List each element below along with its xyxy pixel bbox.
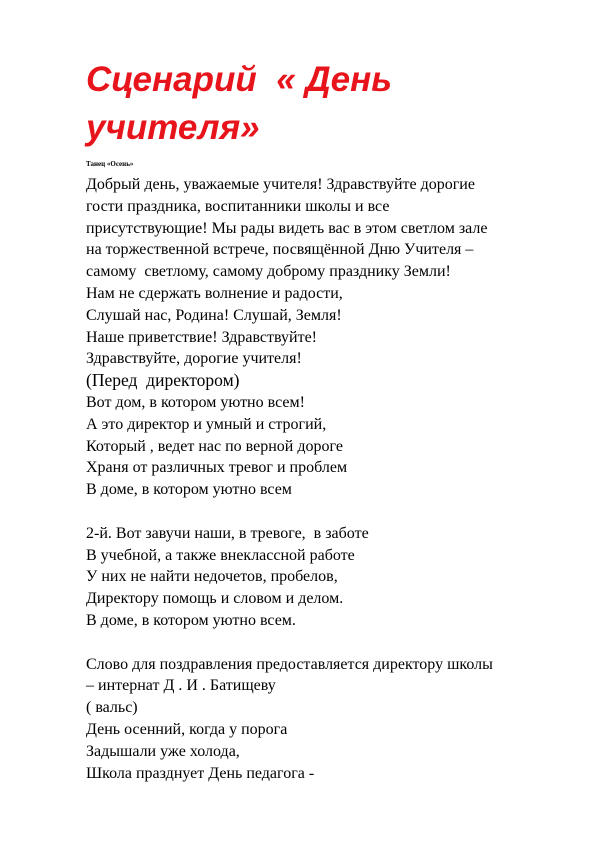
text-line: на торжественной встрече, посвящённой Дню Учителя –: [86, 241, 474, 259]
text-line: Наше приветствие! Здравствуйте!: [86, 328, 317, 346]
text-line: – интернат Д . И . Батищеву: [86, 677, 276, 695]
text-line: В доме, в котором уютно всем.: [86, 611, 296, 629]
text-line: У них не найти недочетов, пробелов,: [86, 568, 338, 586]
paragraph-gap: [86, 632, 566, 654]
text-line: Храня от различных тревог и проблем: [86, 459, 348, 477]
text-line: присутствующие! Мы рады видеть вас в этом светлом зале: [86, 219, 488, 237]
text-line: самому светлому, самому доброму празднику Земли!: [86, 263, 451, 281]
text-line: В учебной, а также внеклассной работе: [86, 546, 355, 564]
document-title: [86, 56, 556, 152]
text-line: Директору помощь и словом и делом.: [86, 590, 344, 608]
stage-direction: ( вальс): [86, 699, 138, 717]
stage-direction: (Перед директором): [86, 370, 240, 391]
document-body: [86, 174, 566, 784]
text-line: Добрый день, уважаемые учителя! Здравствуйте дорогие: [86, 176, 475, 193]
text-line: Здравствуйте, дорогие учителя!: [86, 350, 302, 368]
text-line: День осенний, когда у порога: [86, 720, 288, 738]
text-line: Нам не сдержать волнение и радости,: [86, 284, 343, 302]
text-line: Слово для поздравления предоставляется директору школы: [86, 655, 493, 673]
text-line: Слушай нас, Родина! Слушай, Земля!: [86, 306, 342, 324]
text-line: А это директор и умный и строгий,: [86, 415, 327, 433]
title-line: Сценарий « День: [86, 60, 393, 99]
dance-note: Танец «Осень»: [86, 160, 134, 168]
text-line: В доме, в котором уютно всем: [86, 481, 292, 499]
text-line: гости праздника, воспитанники школы и все: [86, 197, 390, 215]
title-line: учителя»: [86, 108, 260, 147]
text-line: Школа празднует День педагога -: [86, 764, 315, 782]
text-line: Задышали уже холода,: [86, 742, 240, 760]
text-line: 2-й. Вот завучи наши, в тревоге, в заботе: [86, 524, 369, 542]
paragraph-gap: [86, 501, 566, 523]
text-line: Который , ведет нас по верной дороге: [86, 437, 343, 455]
text-line: Вот дом, в котором уютно всем!: [86, 393, 305, 411]
